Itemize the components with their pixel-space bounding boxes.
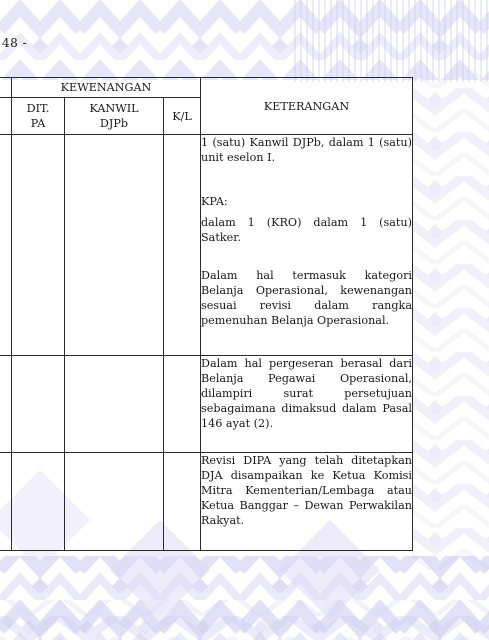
header-kanwil-djpb [65,98,164,135]
cell-kl [164,356,201,453]
cell-kanwil [65,356,164,453]
header-kewenangan: KEWENANGAN [12,78,201,98]
keterangan-paragraph: Dalam hal termasuk kategori Belanja Operasional, kewenangan sesuai revisi dalam rangka pemenuhan Belanja Operasional. [201,269,412,327]
cell-kl [164,135,201,356]
table-header-group-row [0,78,413,98]
cell-keterangan [201,453,413,551]
cell-prev [0,453,12,551]
header-dit-pa [12,98,65,135]
cell-kl [164,453,201,551]
authority-table [0,77,413,551]
cell-keterangan [201,356,413,453]
header-keterangan: KETERANGAN [201,78,413,135]
keterangan-paragraph: Revisi DIPA yang telah ditetapkan DJA disampaikan ke Ketua Komisi Mitra Kementerian/Lembaga atau Ketua Banggar – Dewan Perwakilan Rakyat. [201,454,412,527]
cell-kanwil [65,453,164,551]
header-kl: K/L [164,98,201,135]
keterangan-paragraph: 1 (satu) Kanwil DJPb, dalam 1 (satu) unit eselon I. [201,136,412,164]
header-prev-sub [0,98,12,135]
header-dit-pa-label: DIT. PA [26,102,50,130]
header-prev-column [0,78,12,98]
table-row [0,135,413,356]
cell-prev [0,356,12,453]
cell-dit-pa [12,135,65,356]
keterangan-paragraph: Dalam hal pergeseran berasal dari Belanja Pegawai Operasional, dilampiri surat persetujuan sebagaimana dimaksud dalam Pasal 146 ayat (2). [201,357,412,430]
keterangan-paragraph: dalam 1 (KRO) dalam 1 (satu) Satker. [201,216,412,244]
header-kanwil-label: KANWIL DJPb [89,102,139,130]
cell-dit-pa [12,453,65,551]
cell-keterangan [201,135,413,356]
cell-dit-pa [12,356,65,453]
page-number: 48 - [2,36,28,50]
table-row [0,453,413,551]
table-row [0,356,413,453]
cell-prev [0,135,12,356]
cell-kanwil [65,135,164,356]
keterangan-paragraph: KPA: [201,195,228,208]
